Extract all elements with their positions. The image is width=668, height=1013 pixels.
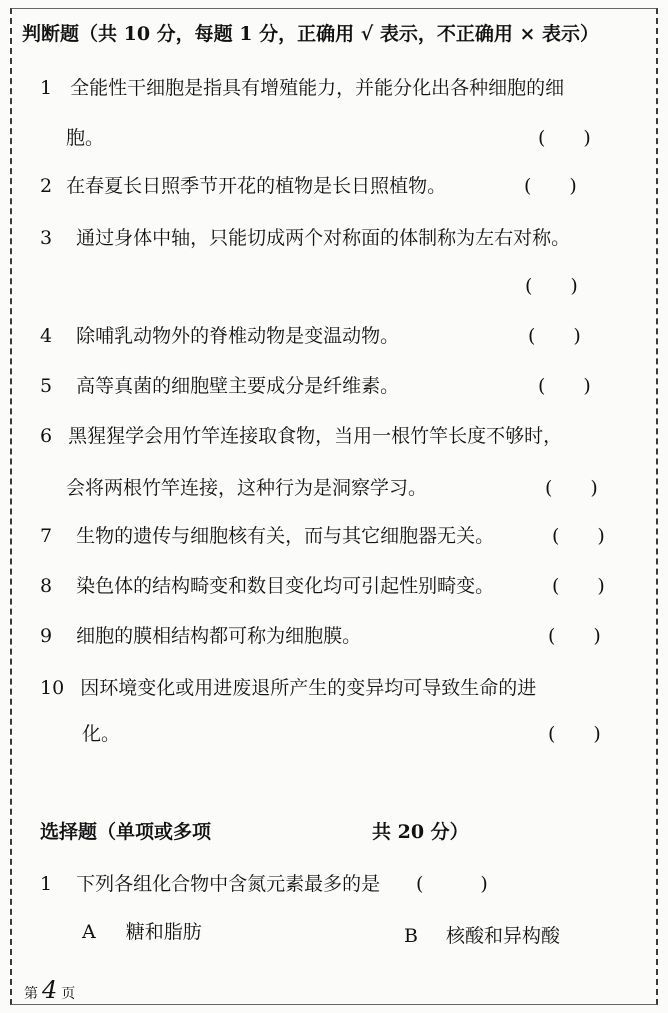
item-number: 1 — [40, 873, 53, 895]
tf-item-10-answer-blank[interactable]: ( ) — [548, 723, 601, 745]
tf-item-8-answer-blank[interactable]: ( ) — [552, 575, 605, 597]
item-text: 黑猩猩学会用竹竿连接取食物，当用一根竹竿长度不够时， — [68, 425, 563, 447]
tf-item-10-continuation: 化。 — [82, 723, 121, 745]
tf-item-6-continuation: 会将两根竹竿连接，这种行为是洞察学习。 — [66, 477, 428, 499]
mc-option-b[interactable] — [404, 924, 560, 948]
tf-item-9-answer-blank[interactable]: ( ) — [548, 625, 601, 647]
item-number: 6 — [40, 425, 53, 447]
tf-item-2 — [40, 174, 446, 198]
tf-item-5-answer-blank[interactable]: ( ) — [538, 375, 591, 397]
item-text: 高等真菌的细胞壁主要成分是纤维素。 — [76, 375, 400, 397]
item-text: 染色体的结构畸变和数目变化均可引起性别畸变。 — [76, 575, 495, 597]
item-text: 全能性干细胞是指具有增殖能力，并能分化出各种细胞的细 — [70, 77, 565, 99]
tf-item-4-answer-blank[interactable]: ( ) — [528, 325, 581, 347]
option-text: 核酸和异构酸 — [446, 925, 561, 947]
item-number: 2 — [40, 175, 53, 197]
tf-item-1-continuation: 胞。 — [66, 127, 105, 149]
tf-item-3 — [40, 226, 570, 250]
tf-item-2-answer-blank[interactable]: ( ) — [524, 175, 577, 197]
section-multiple-choice-total: 共 20 分） — [372, 821, 469, 843]
tf-item-9 — [40, 624, 361, 648]
option-letter: A — [82, 921, 96, 943]
item-text: 除哺乳动物外的脊椎动物是变温动物。 — [76, 325, 400, 347]
section-true-false-heading: 判断题（共 10 分，每题 1 分，正确用 √ 表示，不正确用 × 表示） — [22, 23, 599, 45]
mc-question-1-answer-blank[interactable]: ( ) — [416, 873, 488, 895]
item-number: 5 — [40, 375, 53, 397]
item-text: 在春夏长日照季节开花的植物是长日照植物。 — [66, 175, 447, 197]
item-number: 3 — [40, 227, 53, 249]
tf-item-1 — [40, 76, 564, 100]
page-number: 4 — [42, 976, 58, 1004]
tf-item-8 — [40, 574, 494, 598]
item-number: 4 — [40, 325, 53, 347]
tf-item-7-answer-blank[interactable]: ( ) — [552, 525, 605, 547]
item-text: 细胞的膜相结构都可称为细胞膜。 — [76, 625, 362, 647]
option-text: 糖和脂肪 — [125, 921, 202, 943]
tf-item-1-answer-blank[interactable]: ( ) — [538, 127, 591, 149]
section-multiple-choice-heading: 选择题（单项或多项 — [40, 821, 212, 843]
mc-question-1 — [40, 872, 380, 896]
item-text: 通过身体中轴，只能切成两个对称面的体制称为左右对称。 — [76, 227, 571, 249]
mc-option-a[interactable] — [82, 920, 202, 944]
tf-item-10 — [40, 676, 536, 700]
tf-item-7 — [40, 524, 494, 548]
item-text: 生物的遗传与细胞核有关，而与其它细胞器无关。 — [76, 525, 495, 547]
item-text: 因环境变化或用进废退所产生的变异均可导致生命的进 — [80, 677, 537, 699]
item-number: 1 — [40, 77, 53, 99]
item-text: 下列各组化合物中含氮元素最多的是 — [76, 873, 381, 895]
page-prefix: 第 — [24, 986, 38, 1002]
tf-item-4 — [40, 324, 399, 348]
item-number: 10 — [40, 677, 65, 699]
tf-item-3-answer-blank[interactable]: ( ) — [525, 275, 578, 297]
page-number-footer — [24, 976, 76, 1004]
page-suffix: 页 — [61, 986, 76, 1002]
tf-item-6 — [40, 424, 562, 448]
page-border — [10, 8, 658, 1005]
tf-item-5 — [40, 374, 399, 398]
item-number: 7 — [40, 525, 53, 547]
item-number: 9 — [40, 625, 53, 647]
tf-item-6-answer-blank[interactable]: ( ) — [545, 477, 598, 499]
option-letter: B — [404, 925, 418, 947]
item-number: 8 — [40, 575, 53, 597]
